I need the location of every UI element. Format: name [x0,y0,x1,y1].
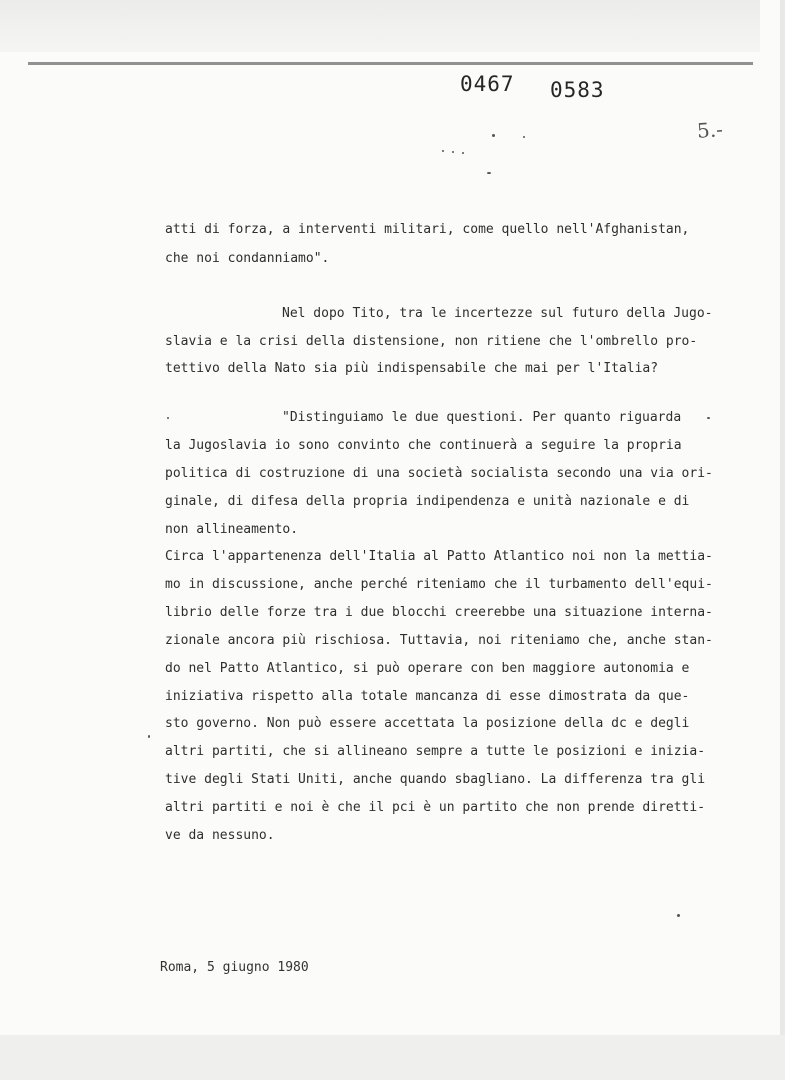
answer-line: ve da nessuno. [165,828,275,843]
question-line: tettivo della Nato sia più indispensabile che mai per l'Italia? [165,361,659,376]
body-line: atti di forza, a interventi militari, come quello nell'Afghanistan, [165,222,690,237]
answer-line: iniziativa rispetto alla totale mancanza di esse dimostrata da que- [165,689,690,704]
answer-line: do nel Patto Atlantico, si può operare con ben maggiore autonomia e [165,661,690,676]
scan-bottom-strip [0,1035,785,1080]
archive-number-left: 0467 [460,72,515,96]
date-line: Roma, 5 giugno 1980 [160,960,309,975]
answer-line: non allineamento. [165,522,299,537]
answer-line: Circa l'appartenenza dell'Italia al Patto Atlantico noi non la mettia- [165,549,713,564]
scan-speck [452,151,454,153]
scan-speck [707,417,710,419]
scan-speck [677,914,680,917]
answer-line: altri partiti e noi è che il pci è un partito che non prende diretti- [165,800,706,815]
scan-top-band [0,0,760,52]
answer-line: mo in discussione, anche perché riteniamo che il turbamento dell'equi- [165,577,713,592]
answer-line: politica di costruzione di una società socialista secondo una via ori- [165,466,713,481]
answer-line: sto governo. Non può essere accettata la posizione della dc e degli [165,716,690,731]
answer-line: librio delle forze tra i due blocchi creerebbe una situazione interna- [165,605,713,620]
archive-number-right: 0583 [550,78,605,102]
answer-line: "Distinguiamo le due questioni. Per quanto riguarda [282,410,682,425]
question-line: slavia e la crisi della distensione, non ritiene che l'ombrello pro- [165,334,698,349]
scan-right-edge [780,0,785,1080]
scan-speck [487,172,491,174]
answer-line: zionale ancora più rischiosa. Tuttavia, noi riteniamo che, anche stan- [165,633,713,648]
page-number-mark: 5.- [696,117,724,143]
scan-speck [462,152,464,154]
question-line: Nel dopo Tito, tra le incertezze sul futuro della Jugo- [282,306,713,321]
scan-speck [492,134,495,137]
scan-speck [167,417,169,419]
answer-line: ginale, di difesa della propria indipendenza e unità nazionale e di [165,494,690,509]
answer-line: la Jugoslavia io sono convinto che continuerà a seguire la propria [165,438,682,453]
scan-speck [442,150,444,152]
body-line: che noi condanniamo". [165,251,330,266]
top-rule-line [28,62,753,65]
answer-line: altri partiti, che si allineano sempre a tutte le posizioni e inizia- [165,744,706,759]
scan-speck [148,735,150,738]
answer-line: tive degli Stati Uniti, anche quando sbagliano. La differenza tra gli [165,772,706,787]
scan-speck [523,136,525,138]
